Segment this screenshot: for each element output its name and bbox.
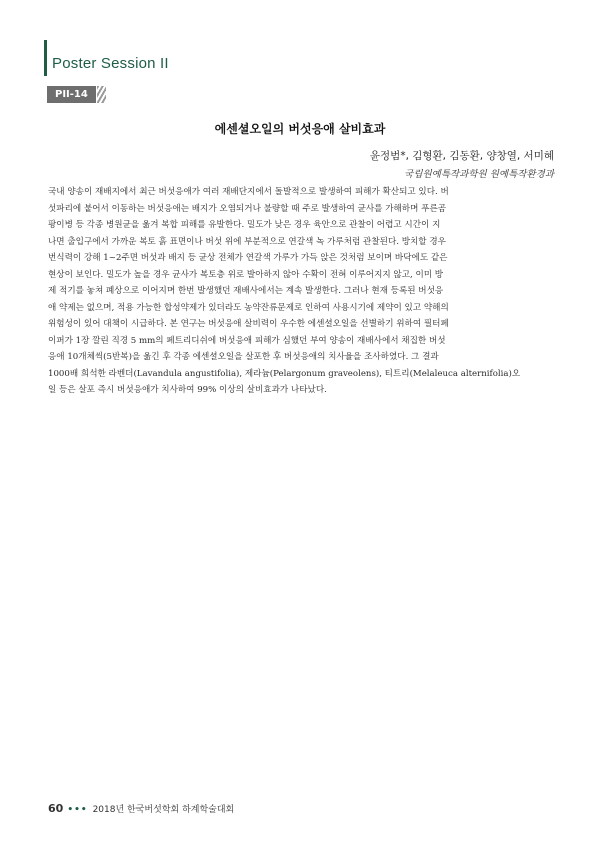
affiliation: 국립원예특작과학원 원예특작환경과 [404,169,554,180]
abstract-line: 위험성이 있어 대책이 시급하다. 본 연구는 버섯응애 살비력이 우수한 에센셜오일을 선별하기 위하여 필터페 [48,319,449,329]
abstract-line: 섯파리에 붙어서 이동하는 버섯응애는 배지가 오염되거나 불량할 때 주로 발생하여 균사를 가해하며 푸른곰 [48,203,447,214]
section-title: Poster Session II [52,55,169,72]
abstract-line: 응애 10개체씩(5반복)을 옮긴 후 각종 에센셜오일을 살포한 후 버섯응애의 치사율을 조사하였다. 그 결과 [48,352,439,362]
abstract-line: 나면 출입구에서 가까운 복토 흙 표면이나 버섯 위에 부분적으로 연갈색 녹 가루처럼 관찰된다. 방치할 경우 [48,236,446,247]
poster-code: PII-14 [47,86,96,103]
abstract-line: 1000배 희석한 라벤더(Lavandula angustifolia), 제라늄(Pelargonum graveolens), 티트리(Melaleuca alternifolia)오 [48,368,521,379]
page-footer [48,802,234,815]
abstract-line: 현상이 보인다. 밀도가 높을 경우 균사가 복토층 위로 발아하지 않아 수확이 전혀 이루어지지 않고, 이미 방 [48,269,444,280]
abstract-line: 번식력이 강해 1~2주면 버섯과 배지 등 균상 전체가 연갈색 가루가 가득 앉은 것처럼 보이며 바닥에도 같은 [48,253,448,263]
abstract-line: 팡이병 등 각종 병원균을 옮겨 복합 피해를 유발한다. 밀도가 낮은 경우 육안으로 관찰이 어렵고 시간이 지 [48,220,441,230]
abstract-line: 일 등은 살포 즉시 버섯응애가 치사하여 99% 이상의 살비효과가 나타났다. [48,385,327,395]
conference-name: 2018년 한국버섯학회 하계학술대회 [92,805,235,815]
abstract-line: 이퍼가 1장 깔린 직경 5 mm의 페트리디쉬에 버섯응애 피해가 심했던 부여 양송이 재배사에서 채집한 버섯 [48,335,446,346]
badge-stripe-decoration [97,86,106,103]
abstract-line: 제 적기를 놓쳐 폐상으로 이어지며 한번 발생했던 재배사에서는 계속 발생한다. 그러나 현재 등록된 버섯응 [48,286,444,296]
page-number: 60 [48,802,64,815]
paper-title: 에센셜오일의 버섯응애 살비효과 [214,122,386,136]
poster-code-badge [47,86,106,103]
footer-dots: ••• [67,805,88,815]
abstract-line: 국내 양송이 재배지에서 최근 버섯응애가 여러 재배단지에서 돌발적으로 발생하여 피해가 확산되고 있다. 버 [48,187,449,197]
abstract-line: 애 약제는 없으며, 적용 가능한 합성약제가 있더라도 농약잔류문제로 인하여 사용시기에 제약이 있고 약해의 [48,302,449,313]
abstract-body [48,184,552,399]
section-accent-bar [44,40,47,76]
authors: 윤정범*, 김형환, 김동환, 양창열, 서미혜 [369,150,554,162]
